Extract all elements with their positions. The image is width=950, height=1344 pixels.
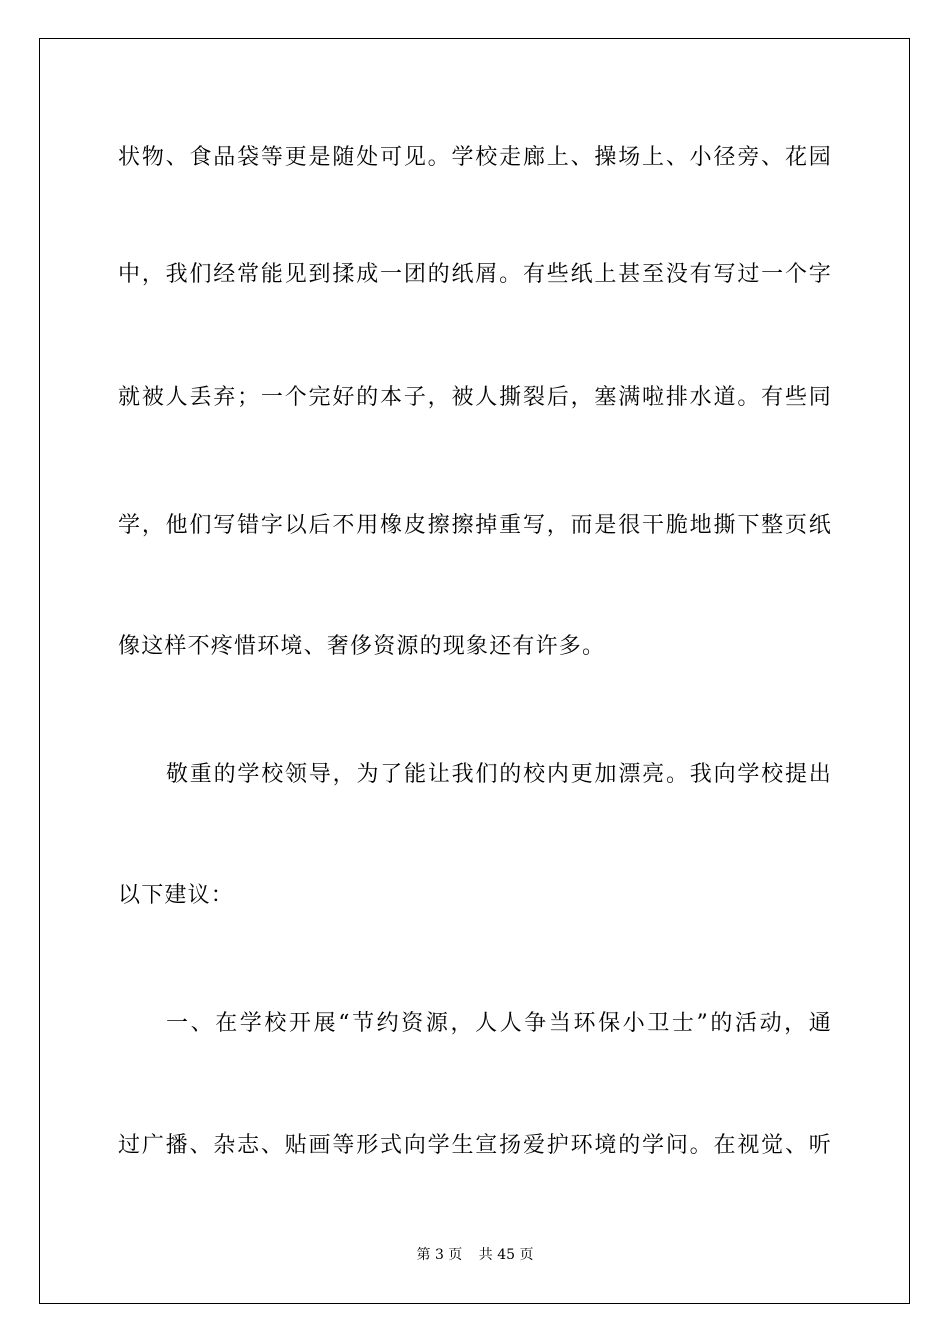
body-line-9: 过广播、杂志、贴画等形式向学生宣扬爱护环境的学问。在视觉、听 [118,1133,832,1158]
page-number: 第 3 页 [416,1247,463,1263]
total-pages: 共 45 页 [478,1247,534,1263]
body-line-6: 敬重的学校领导，为了能让我们的校内更加漂亮。我向学校提出 [166,762,832,787]
body-line-1: 状物、食品袋等更是随处可见。学校走廊上、操场上、小径旁、花园 [118,145,832,170]
page-frame [39,38,910,1304]
body-line-5: 像这样不疼惜环境、奢侈资源的现象还有许多。 [118,634,606,659]
body-line-7: 以下建议： [118,883,235,908]
body-line-4: 学，他们写错字以后不用橡皮擦擦掉重写，而是很干脆地撕下整页纸 [118,513,832,538]
page-footer [0,1245,950,1265]
body-line-3: 就被人丢弃；一个完好的本子，被人撕裂后，塞满啦排水道。有些同 [118,385,832,410]
body-line-2: 中，我们经常能见到揉成一团的纸屑。有些纸上甚至没有写过一个字 [118,262,832,287]
body-line-8: 一、在学校开展“节约资源，人人争当环保小卫士”的活动，通 [166,1011,832,1036]
